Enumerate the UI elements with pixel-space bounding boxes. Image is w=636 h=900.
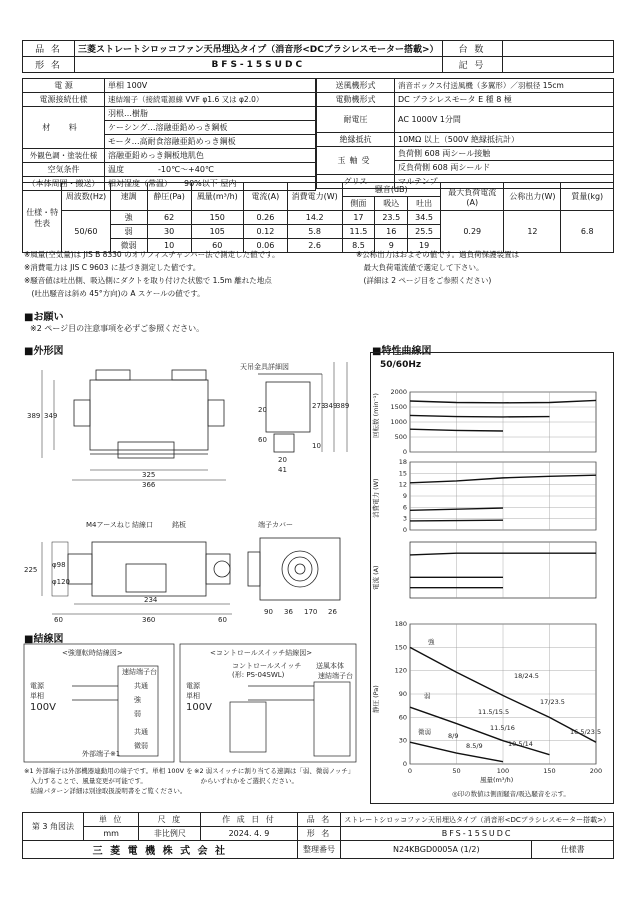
wiring-note2: ※2 弱スイッチに割り当てる速調は「弱、微弱ノッチ」 からいずれかをご選択ください。: [194, 767, 355, 785]
perf-header: 質量(kg): [561, 183, 614, 211]
ceiling-label: 天吊金具詳細図: [240, 363, 289, 371]
point-16.5-23.5: 16.5/23.5: [570, 728, 602, 736]
dim-w20: 20: [278, 456, 287, 464]
chart-tick-label: 6: [402, 503, 407, 512]
table-cell: 150: [191, 211, 244, 225]
chart-tick-label: 1500: [390, 403, 407, 411]
mass-cell: 6.8: [561, 211, 614, 253]
chart-tick-label: 18: [398, 458, 407, 466]
label-weak: 弱: [424, 692, 431, 700]
table-cell: 0.26: [244, 211, 288, 225]
dim-349: 349: [44, 412, 58, 420]
table-cell: 16: [375, 225, 408, 239]
katamei-value: BFS-15SUDC: [75, 57, 443, 73]
ctrl-switch-label: コントロールスイッチ: [232, 662, 302, 670]
seiri-value: N24KBGD0005A (1/2): [341, 841, 532, 859]
spec-label: グリス: [317, 175, 395, 189]
dim-325: 325: [142, 471, 156, 479]
dim-349b: 349: [324, 402, 338, 410]
spec-value: AC 1000V 1分間: [395, 107, 614, 133]
table-cell: 微弱: [110, 239, 147, 253]
perf-header: 公称出力(W): [504, 183, 561, 211]
date-value: 2024. 4. 9: [201, 827, 297, 841]
term-title: 速結端子台: [122, 668, 157, 676]
table-cell: 弱: [110, 225, 147, 239]
spec-value: 10MΩ 以上（500V 絶縁抵抗計）: [395, 133, 614, 147]
dim-20: 20: [258, 406, 267, 414]
perf-header: 速調: [110, 183, 147, 211]
term-tsuyo: 強: [134, 696, 141, 704]
perf-header: 消費電力(W): [287, 183, 342, 211]
flow-axis-label: 風量(m³/h): [480, 776, 514, 784]
chart-tick-label: 1000: [390, 418, 407, 426]
f-katamei-label: 形 名: [297, 827, 341, 841]
chart-tick-label: 0: [402, 448, 407, 456]
spec-value: 単相 100V: [105, 79, 316, 93]
ground-label: M4アースねじ: [86, 521, 131, 529]
denryu-hontai-label: 送風本体: [316, 662, 344, 670]
wiring-voltage: 100V: [30, 702, 56, 713]
chart-tick-label: 0: [402, 526, 407, 534]
chart-tick-label: 3: [402, 514, 407, 523]
spec-value: DC ブラシレスモータ E 種 8 極: [395, 93, 614, 107]
kessen-title: ■結線図: [24, 634, 64, 645]
characteristic-chart: [370, 352, 614, 804]
kigo-label: 記 号: [442, 57, 502, 73]
humidity-value: 90%以下 屋内: [184, 179, 237, 188]
spec-value: モータ…高耐食溶融亜鉛めっき鋼板: [105, 135, 316, 149]
dim-273: 273: [312, 402, 326, 410]
dim-60a: 60: [54, 616, 63, 624]
term-kyodo-2: 共通: [134, 728, 148, 736]
dim-10: 10: [312, 442, 321, 450]
chart-x-tick: 150: [543, 767, 556, 775]
table-cell: 11.5: [342, 225, 375, 239]
daisu-label: 台 数: [442, 41, 502, 57]
hinmei-label: 品 名: [23, 41, 75, 57]
chart-tick-label: 0: [402, 760, 407, 768]
perf-table: [22, 182, 614, 253]
wiring-source-2: 電源: [186, 682, 200, 690]
kigo-value: [502, 57, 614, 73]
dim-90: 90: [264, 608, 273, 616]
point-18-24.5: 18/24.5: [514, 672, 539, 680]
perf-header: 静圧(Pa): [147, 183, 191, 211]
date-label: 作 成 日 付: [201, 813, 297, 827]
perf-header: 電流(A): [244, 183, 288, 211]
table-cell: 10: [147, 239, 191, 253]
table-cell: 60: [191, 239, 244, 253]
control-title: <コントロールスイッチ結線図>: [210, 649, 313, 657]
dim-26: 26: [328, 608, 337, 616]
term-bijaku: 微弱: [134, 742, 148, 750]
chart-series-微弱: [410, 520, 503, 521]
dim-w41: 41: [278, 466, 287, 474]
spec-label: 電動機形式: [317, 93, 395, 107]
dim-366: 366: [142, 481, 156, 489]
temp-value: -10℃～+40℃: [158, 165, 214, 174]
label-strong: 強: [428, 638, 435, 646]
spec-right-table: [316, 78, 614, 189]
perf-header: 風量(m³/h): [191, 183, 244, 211]
table-cell: 62: [147, 211, 191, 225]
spec-label: 電 源: [23, 79, 105, 93]
wiring-side: 単相: [30, 692, 44, 700]
point-11.5-15.5: 11.5/15.5: [478, 708, 510, 716]
point-10.5-14: 10.5/14: [508, 740, 533, 748]
spec-value: 負荷側 608 両シール接触: [395, 147, 614, 161]
chart-x-tick: 50: [452, 767, 461, 775]
gaibu-label: 外部端子※1: [82, 750, 121, 758]
perf-header: 周波数(Hz): [62, 183, 110, 211]
top-view-body: [90, 380, 208, 450]
onegai-title: ■お願い: [24, 312, 64, 323]
spec-value: 消音ボックス付送風機（多翼形）／羽根径 15cm: [395, 79, 614, 93]
table-cell: 9: [375, 239, 408, 253]
strong-title: <強運転時結線図>: [62, 649, 123, 657]
term-title-2: 速結端子台: [318, 672, 353, 680]
spec-label: 空気条件: [23, 163, 105, 177]
f-hinmei-value: ストレートシロッコファン天吊埋込タイプ（消音形<DCブラシレスモーター搭載>）: [341, 813, 614, 827]
chart-tick-label: 30: [398, 736, 407, 745]
unit-label: 単 位: [83, 813, 139, 827]
freq-cell: 50/60: [62, 211, 110, 253]
wiring-voltage-2: 100V: [186, 702, 212, 713]
table-cell: 30: [147, 225, 191, 239]
notes-right: ※公称出力はおよその値です。過負荷保護装置は 最大負荷電流値で選定して下さい。 (詳細は 2 ページ目をご参照ください): [356, 250, 520, 285]
unit-value: mm: [83, 827, 139, 841]
kessen-label: 結線口: [132, 521, 153, 529]
f-hinmei-label: 品 名: [297, 813, 341, 827]
spec-left-table: [22, 78, 316, 191]
point-8.5-9: 8.5/9: [466, 742, 483, 750]
perf-title: 仕様・特性表: [23, 183, 62, 253]
chart-tick-label: 15: [398, 469, 407, 478]
perf-header: 最大負荷電流(A): [441, 183, 504, 211]
dim-225: 225: [24, 566, 38, 574]
chart-tick-label: 12: [398, 480, 407, 489]
table-cell: 105: [191, 225, 244, 239]
doc-type: 仕様書: [532, 841, 614, 859]
notes-left: ※風量(空気量)は JIS B 8330 のオリフィスチャンバー法で測定した値です。 ※消費電力は JIS C 9603 に基づき測定した値です。 ※騒音値は吐出側、吸込側にダクトを取り付けた状態で 1.5m 離れた地点 (吐出騒音は斜め 45°方向)の A スケールの値です。: [24, 250, 280, 298]
table-cell: 8.5: [342, 239, 375, 253]
spec-value: 羽根…樹脂: [105, 107, 316, 121]
perf-header: 騒音(dB): [342, 183, 440, 197]
outline-drawing: [22, 352, 362, 630]
spec-label: 材 料: [23, 107, 105, 149]
f-katamei-value: BFS-15SUDC: [341, 827, 614, 841]
dim-389: 389: [27, 412, 41, 420]
chart-tick-label: 500: [394, 433, 407, 441]
rated-output-cell: 12: [504, 211, 561, 253]
power-axis-label: 消費電力 (W): [372, 478, 380, 518]
chart-x-tick: 100: [496, 767, 510, 775]
spec-value: マルテンプ: [395, 175, 614, 189]
spec-value: ケーシング…溶融亜鉛めっき鋼板: [105, 121, 316, 135]
table-cell: 5.8: [287, 225, 342, 239]
scale-value: 非比例尺: [139, 827, 201, 841]
wiring-source: 電源: [30, 682, 44, 690]
current-axis-label: 電流 (A): [372, 565, 380, 590]
max-current-cell: 0.29: [441, 211, 504, 253]
table-cell: 23.5: [375, 211, 408, 225]
term-jaku: 弱: [134, 710, 141, 718]
company-cell: 三 菱 電 機 株 式 会 社: [23, 841, 298, 859]
spec-label: 送風機形式: [317, 79, 395, 93]
katamei-label: 形 名: [23, 57, 75, 73]
rpm-axis-label: 回転数 (min⁻¹): [372, 393, 380, 438]
gaikei-title: ■外形図: [24, 346, 64, 357]
chart-caption: ◎印の数値は側面騒音/吸込騒音を示す。: [452, 790, 570, 798]
chart-tick-label: 2000: [390, 388, 407, 396]
table-cell: 強: [110, 211, 147, 225]
dim-389b: 389: [336, 402, 350, 410]
dim-d120: φ120: [52, 578, 70, 586]
onegai-text: ※2 ページ目の注意事項を必ずご参照ください。: [30, 324, 205, 333]
noise-sub: 吸込: [375, 197, 408, 211]
spec-label: 玉軸受: [317, 147, 395, 175]
dim-234: 234: [144, 596, 158, 604]
daisu-value: [502, 41, 614, 57]
spec-label: （本体周囲・搬送）: [23, 177, 105, 191]
spec-value: 反負荷側 608 両シールド: [395, 161, 614, 175]
table-cell: 19: [408, 239, 441, 253]
chart-freq: 50/60Hz: [380, 360, 422, 370]
hinmei-value: 三菱ストレートシロッコファン天吊埋込タイプ（消音形<DCブラシレスモーター搭載>）: [75, 41, 443, 57]
chart-tick-label: 120: [394, 666, 407, 675]
chart-tick-label: 9: [402, 492, 407, 500]
table-cell: 0.06: [244, 239, 288, 253]
table-cell: 34.5: [408, 211, 441, 225]
table-cell: 0.12: [244, 225, 288, 239]
spec-label: 外観色調・塗装仕様: [23, 149, 105, 163]
chart-series-弱: [410, 415, 550, 417]
point-8-9: 8/9: [448, 732, 459, 740]
chart-x-tick: 200: [589, 767, 603, 775]
term-kyodo: 共通: [134, 682, 148, 690]
chart-tick-label: 180: [394, 620, 407, 628]
tokusei-title: ■特性曲線図: [372, 346, 432, 357]
header-table: [22, 40, 614, 73]
chart-tick-label: 60: [398, 713, 407, 722]
tanshi-label: 端子カバー: [258, 521, 293, 529]
table-cell: 25.5: [408, 225, 441, 239]
table-cell: 2.6: [287, 239, 342, 253]
scale-label: 尺 度: [139, 813, 201, 827]
pressure-axis-label: 静圧 (Pa): [372, 685, 380, 713]
humidity-label: 相対湿度（常温）: [108, 179, 172, 188]
chart-tick-label: 90: [398, 690, 407, 698]
wiring-side-2: 単相: [186, 692, 200, 700]
dim-360: 360: [142, 616, 156, 624]
spec-value: 速結端子（接続電源線 VVF φ1.6 又は φ2.0）: [105, 93, 316, 107]
seiri-label: 整理番号: [297, 841, 341, 859]
meiban-label: 銘板: [172, 521, 186, 529]
spec-value: 溶融亜鉛めっき鋼板地肌色: [105, 149, 316, 163]
point-11.5-16: 11.5/16: [490, 724, 515, 732]
dim-36: 36: [284, 608, 293, 616]
chart-tick-label: 150: [394, 643, 407, 652]
label-micro: 微弱: [418, 728, 431, 736]
wiring-note1: ※1 外部端子は外部機器連動用の端子です。単相 100V を 入力することで、風量変更が可能です。 結線パターン詳細は別途取扱説明書をご覧ください。: [24, 767, 193, 795]
noise-sub: 側面: [342, 197, 375, 211]
dim-d98: φ98: [52, 561, 66, 569]
table-cell: 14.2: [287, 211, 342, 225]
dim-170: 170: [304, 608, 318, 616]
noise-sub: 吐出: [408, 197, 441, 211]
spec-value: [105, 163, 316, 177]
spec-label: 絶縁抵抗: [317, 133, 395, 147]
spec-label: 電源接続仕様: [23, 93, 105, 107]
point-17-23.5: 17/23.5: [540, 698, 565, 706]
temp-label: 温度: [108, 165, 124, 174]
angle-cell: 第 3 角図法: [23, 813, 84, 841]
table-cell: 17: [342, 211, 375, 225]
chart-x-tick: 0: [407, 767, 413, 775]
spec-label: 耐電圧: [317, 107, 395, 133]
dim-60: 60: [258, 436, 267, 444]
footer-table: [22, 812, 614, 859]
dim-60b: 60: [218, 616, 227, 624]
ctrl-model-label: (形: PS-04SWL): [232, 671, 285, 679]
